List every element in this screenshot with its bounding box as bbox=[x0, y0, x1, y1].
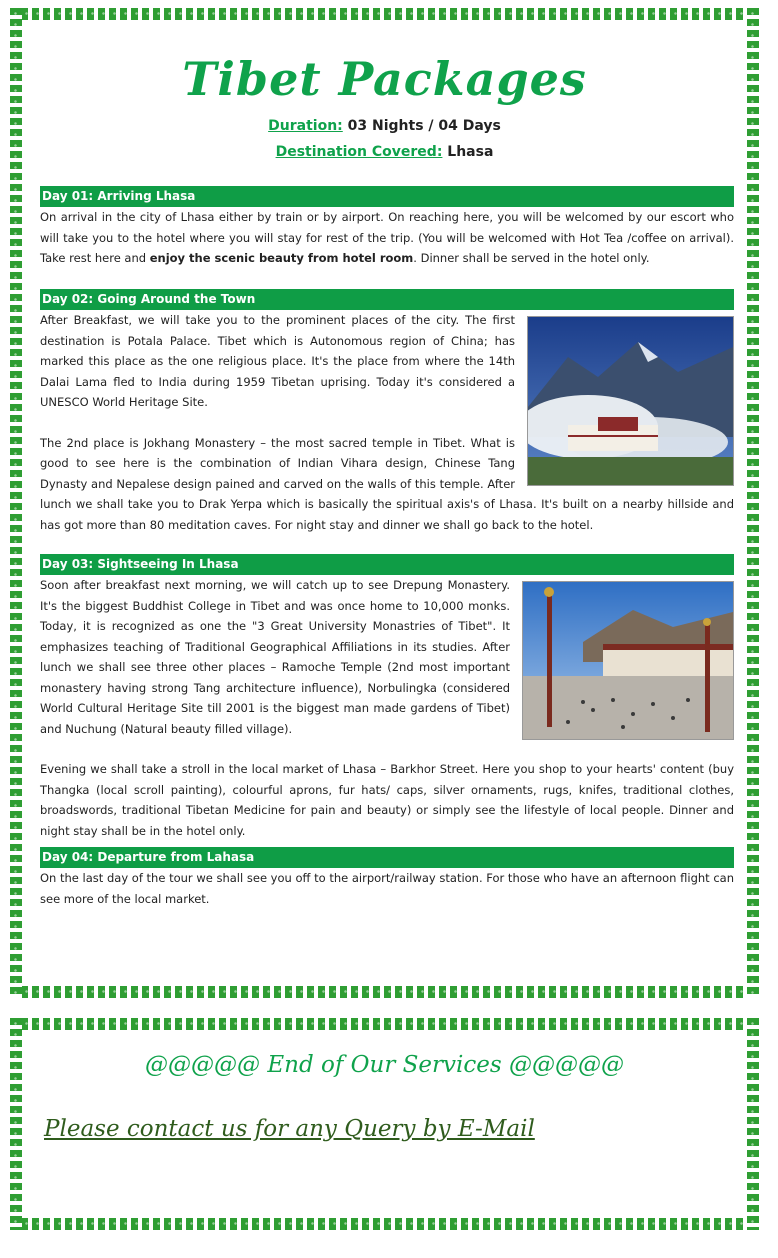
destination-value: Lhasa bbox=[447, 144, 494, 160]
day-2-paragraph-1: After Breakfast, we will take you to the prominent places of the city. The first destination is Potala Palace. Tibet which is Autonomous region of China; has marked this place as the one religious place. It's the place from where the 14th Dalai Lama fled to India during 1959 Tibetan uprising. Today it's considered a UNESCO World Heritage Site. bbox=[40, 313, 515, 409]
day-3-heading: Day 03: Sightseeing In Lhasa bbox=[40, 554, 734, 575]
potala-palace-image bbox=[527, 316, 734, 486]
jokhang-square-image bbox=[522, 581, 734, 740]
day-1-heading: Day 01: Arriving Lhasa bbox=[40, 186, 734, 207]
day-4-heading: Day 04: Departure from Lahasa bbox=[40, 847, 734, 868]
day-1-text: On arrival in the city of Lhasa either by train or by airport. On reaching here, you will be welcomed by our escort who will take you to the hotel where you will stay for rest of the trip. (You will be welcomed with Hot Tea /coffee on arrival). Take rest here and enjoy the scenic beauty from hotel room. Dinner shall be served in the hotel only. bbox=[40, 210, 734, 265]
duration-line bbox=[10, 118, 759, 134]
itinerary-panel bbox=[10, 8, 759, 998]
day-3-section bbox=[40, 554, 734, 841]
contact-email-link[interactable]: Please contact us for any Query by E-Mail bbox=[44, 1116, 535, 1142]
footer-panel bbox=[10, 1018, 759, 1230]
day-1-section bbox=[40, 186, 734, 269]
day-2-heading: Day 02: Going Around the Town bbox=[40, 289, 734, 310]
duration-label: Duration: bbox=[268, 118, 343, 134]
day-4-text: On the last day of the tour we shall see you off to the airport/railway station. For those who have an afternoon flight can see more of the local market. bbox=[40, 871, 734, 906]
day-3-paragraph-1: Soon after breakfast next morning, we will catch up to see Drepung Monastery. It's the biggest Buddhist College in Tibet and was once home to 10,000 monks. Today, it is recognized as one the "3 Great University Monastries of Tibet". It emphasizes teaching of Traditional Geographical Affiliations in its studies. After lunch we shall see three other places – Ramoche Temple (2nd most important monastery having strong Tang architecture influence), Norbulingka (considered World Cultural Heritage Site till 2001 is the biggest man made gardens of Tibet) and Nuchung (Natural beauty filled village). bbox=[40, 578, 510, 736]
end-of-services: @@@@@ End of Our Services @@@@@ bbox=[145, 1052, 624, 1078]
day-1-highlight: enjoy the scenic beauty from hotel room bbox=[149, 251, 414, 265]
day-2-section bbox=[40, 289, 734, 535]
duration-value: 03 Nights / 04 Days bbox=[347, 118, 501, 134]
destination-line bbox=[10, 144, 759, 160]
potala-palace-illustration bbox=[528, 317, 733, 485]
page-title: Tibet Packages bbox=[182, 52, 587, 106]
day-3-paragraph-2: Evening we shall take a stroll in the local market of Lhasa – Barkhor Street. Here you shop to your hearts' content (buy Thangka (local scroll painting), colourful aprons, fur hats/ caps, silver ornaments, rugs, knifes, traditional clothes, broadswords, traditional Tibetan Medicine for pain and beauty) or simply see the lifestyle of local people. Dinner and night stay shall be in the hotel only. bbox=[40, 762, 734, 838]
jokhang-square-illustration bbox=[523, 582, 733, 739]
day-2-paragraph-2: The 2nd place is Jokhang Monastery – the most sacred temple in Tibet. What is good to see here is the combination of Indian Vihara design, Chinese Tang Dynasty and Nepalese design pained and carved on the walls of this temple. After lunch we shall take you to Drak Yerpa which is basically the spiritual axis's of Lhasa. It's built on a nearby hillside and has got more than 80 meditation caves. For night stay and dinner we shall go back to the hotel. bbox=[40, 435, 734, 532]
destination-label: Destination Covered: bbox=[275, 144, 443, 160]
day-4-section bbox=[40, 847, 734, 909]
